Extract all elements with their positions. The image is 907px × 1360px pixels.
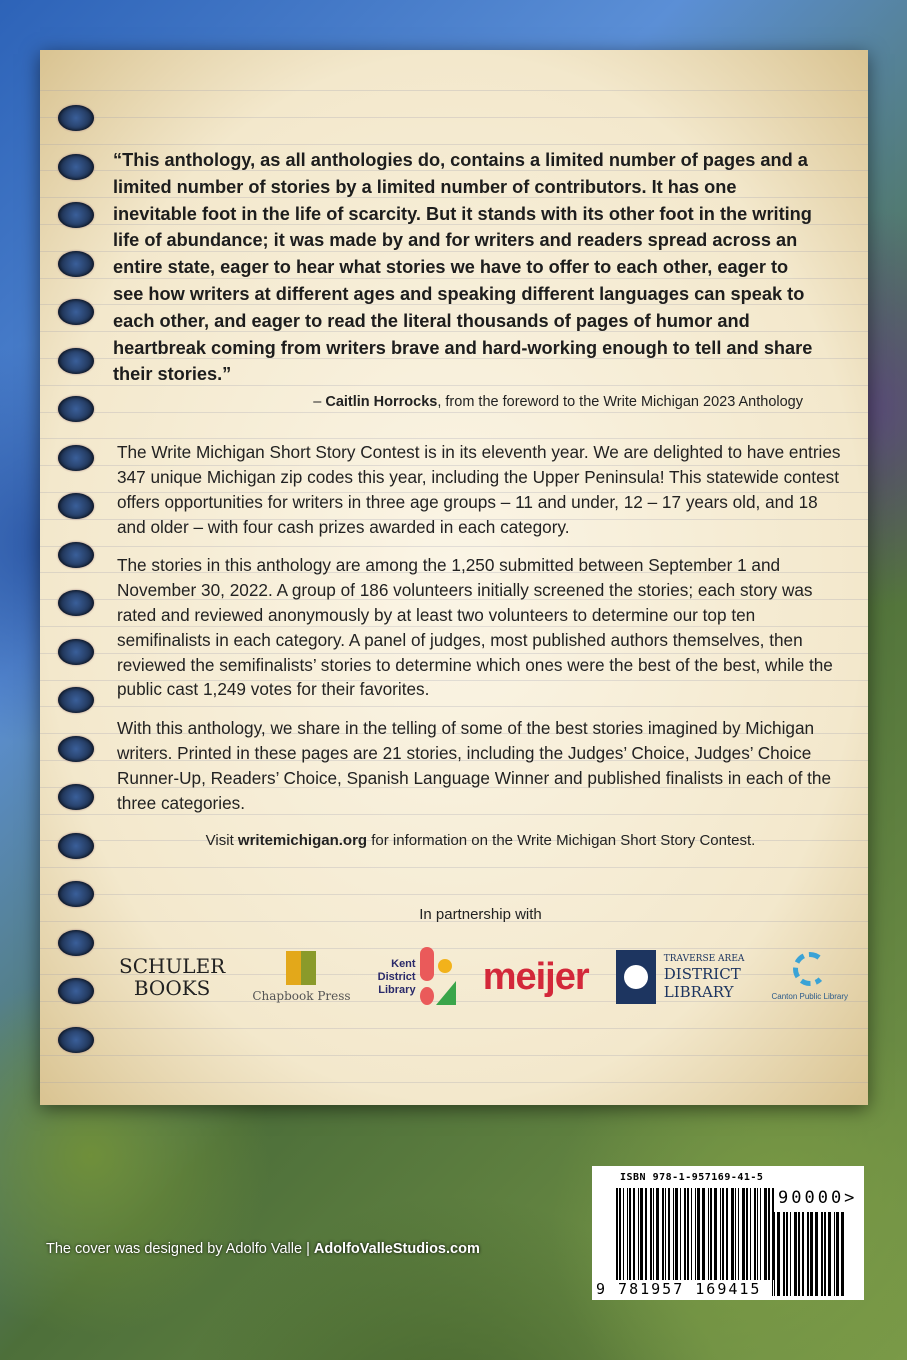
kent-text: Kent (391, 957, 416, 970)
designer-website-link[interactable]: AdolfoValleStudios.com (313, 1241, 480, 1257)
clock-tower-icon (616, 950, 656, 1004)
barcode-bar (720, 1188, 721, 1280)
district-text: District (377, 970, 416, 983)
ruled-line (40, 1055, 868, 1056)
ruled-line (40, 117, 868, 118)
barcode-bar (746, 1188, 748, 1280)
barcode-bar (627, 1188, 628, 1280)
chapbook-press-logo (252, 951, 350, 1004)
library-lib-text: LIBRARY (663, 983, 734, 1002)
ruled-line (40, 1082, 868, 1083)
barcode-bar (764, 1188, 767, 1280)
ean-bars (616, 1188, 777, 1280)
attr-dash: – (313, 394, 326, 411)
credit-text: The cover was designed by Adolfo Valle | (46, 1241, 314, 1257)
barcode-bar (702, 1188, 705, 1280)
barcode-bar (841, 1212, 844, 1296)
kent-district-library-logo (378, 947, 456, 1007)
barcode-bar (726, 1188, 728, 1280)
barcode-bar (650, 1188, 652, 1280)
cover-text-column (113, 147, 848, 1017)
ruled-line (40, 1028, 868, 1029)
paragraph-submissions: The stories in this anthology are among the 1,250 submitted between September 1 and November 30, 2022. A group of 186 volunteers initially screened the stories; each story was rated and reviewed anonymously by at least two volunteers to determine our top ten semifinalists in each category. A panel of judges, most published authors themselves, then reviewed the semifinalists’ stories to determine which ones were the best of the best, while the public cast 1,249 votes for their favorites. (117, 555, 833, 700)
ean-number: 9 781957 169415 (596, 1280, 762, 1298)
foreword-quote: “This anthology, as all anthologies do, contains a limited number of pages and a limited number of stories by a limited number of contributors. It has one inevitable foot in the life of scarcity. But it stands with its other foot in the writing life of abundance; it was made by and for writers and readers spread across an entire state, eager to hear what stories we have to offer to each other, eager to see how writers at different ages and speaking different languages can speak to each other, and eager to read the literal thousands of pages of humor and heartbreak coming from writers brave and hard-working enough to tell and share their stories.” (113, 150, 813, 385)
barcode-bar (774, 1212, 775, 1296)
barcode-bar (836, 1212, 839, 1296)
punch-hole (58, 299, 94, 325)
punch-hole (58, 881, 94, 907)
visit-post: for information on the Write Michigan Short Story Contest. (367, 832, 756, 850)
barcode-bar (708, 1188, 709, 1280)
barcode-bar (750, 1188, 751, 1280)
barcode-bar (807, 1212, 809, 1296)
punch-hole (58, 493, 94, 519)
barcode-bar (794, 1212, 797, 1296)
book-icon (286, 951, 316, 985)
barcode-bar (742, 1188, 745, 1280)
punch-hole (58, 784, 94, 810)
attr-name: Caitlin Horrocks (325, 394, 438, 411)
quote-attribution (113, 392, 803, 412)
barcode-bar (786, 1212, 788, 1296)
punch-hole (58, 202, 94, 228)
barcode-bar (616, 1188, 618, 1280)
barcode-bar (675, 1188, 678, 1280)
punch-hole (58, 105, 94, 131)
punch-hole (58, 978, 94, 1004)
barcode-bar (738, 1188, 739, 1280)
punch-hole (58, 154, 94, 180)
barcode-bar (619, 1188, 621, 1280)
kdl-shapes-icon (420, 947, 456, 1007)
punch-hole (58, 542, 94, 568)
notebook-paper (40, 50, 868, 1105)
barcode-bar (691, 1188, 692, 1280)
barcode-bar (629, 1188, 631, 1280)
barcode-bar (638, 1188, 639, 1280)
punch-hole (58, 590, 94, 616)
barcode-bar (684, 1188, 686, 1280)
barcode-bar (653, 1188, 654, 1280)
barcode-bar (673, 1188, 674, 1280)
barcode-bar (824, 1212, 826, 1296)
barcode-bar (687, 1188, 689, 1280)
barcode-bar (772, 1212, 773, 1296)
district-lib-text: DISTRICT (663, 965, 741, 984)
barcode-bar (798, 1212, 800, 1296)
addon-bars (772, 1212, 847, 1296)
punch-hole (58, 736, 94, 762)
schuler-text: SCHULER (119, 954, 226, 979)
barcode-bar (662, 1188, 664, 1280)
punch-hole (58, 687, 94, 713)
visit-pre: Visit (205, 832, 238, 850)
barcode-bar (722, 1188, 724, 1280)
isbn-barcode (592, 1166, 864, 1300)
barcode-bar (710, 1188, 712, 1280)
barcode-bar (790, 1212, 791, 1296)
canton-c-icon (793, 952, 827, 986)
books-text: BOOKS (133, 976, 211, 1001)
barcode-bar (821, 1212, 823, 1296)
traverse-area-district-library-logo (616, 950, 745, 1004)
barcode-bar (680, 1188, 681, 1280)
barcode-bar (714, 1188, 717, 1280)
barcode-bar (623, 1188, 624, 1280)
paragraph-contest-intro: The Write Michigan Short Story Contest is in its eleventh year. We are delighted to have entries 347 unique Michigan zip codes this year, including the Upper Peninsula! This statewide contest offers opportunities for writers in three age groups – 11 and under, 12 – 17 years old, and 18 and older – with four cash prizes awarded in each category. (117, 442, 841, 537)
punch-hole (58, 833, 94, 859)
isbn-number: ISBN 978-1-957169-41-5 (620, 1172, 764, 1183)
barcode-bar (757, 1188, 758, 1280)
barcode-bar (633, 1188, 635, 1280)
meijer-logo: meijer (482, 956, 589, 999)
barcode-bar (802, 1212, 804, 1296)
ruled-line (40, 144, 868, 145)
canton-public-library-logo (772, 952, 848, 1002)
barcode-bar (754, 1188, 756, 1280)
ruled-line (40, 90, 868, 91)
library-text: Library (378, 983, 416, 996)
partner-logos (113, 937, 848, 1017)
barcode-bar (834, 1212, 835, 1296)
barcode-bar (697, 1188, 700, 1280)
visit-line (113, 831, 848, 851)
barcode-bar (810, 1212, 813, 1296)
chapbook-text: Chapbook Press (252, 988, 351, 1003)
barcode-bar (640, 1188, 643, 1280)
barcode-bar (735, 1188, 736, 1280)
partnership-label: In partnership with (419, 906, 542, 924)
barcode-bar (768, 1188, 770, 1280)
cover-credit (46, 1241, 480, 1257)
website-link[interactable]: writemichigan.org (237, 832, 368, 850)
punch-hole (58, 348, 94, 374)
punch-hole (58, 930, 94, 956)
punch-hole (58, 251, 94, 277)
barcode-bar (731, 1188, 734, 1280)
barcode-bar (777, 1212, 780, 1296)
punch-hole (58, 445, 94, 471)
price-code: 90000> (778, 1188, 858, 1208)
punch-hole (58, 639, 94, 665)
barcode-bar (645, 1188, 647, 1280)
punch-hole (58, 396, 94, 422)
barcode-bar (760, 1188, 761, 1280)
barcode-bar (815, 1212, 818, 1296)
barcode-bar (665, 1188, 666, 1280)
canton-text: Canton Public Library (771, 992, 848, 1002)
attr-source: , from the foreword to the Write Michigan 2023 Anthology (437, 394, 803, 411)
paragraph-anthology: With this anthology, we share in the telling of some of the best stories imagined by Michigan writers. Printed in these pages are 21 stories, including the Judges’ Choice, Judges’ Choice Runner-Up, Readers’ Choice, Spanish Language Winner and published finalists in each of the three categories. (117, 718, 832, 813)
barcode-bar (828, 1212, 831, 1296)
schuler-books-logo (119, 955, 225, 999)
traverse-text: TRAVERSE AREA (663, 954, 745, 965)
barcode-bar (668, 1188, 670, 1280)
barcode-bar (783, 1212, 785, 1296)
barcode-bar (695, 1188, 696, 1280)
barcode-bar (656, 1188, 659, 1280)
punch-hole (58, 1027, 94, 1053)
